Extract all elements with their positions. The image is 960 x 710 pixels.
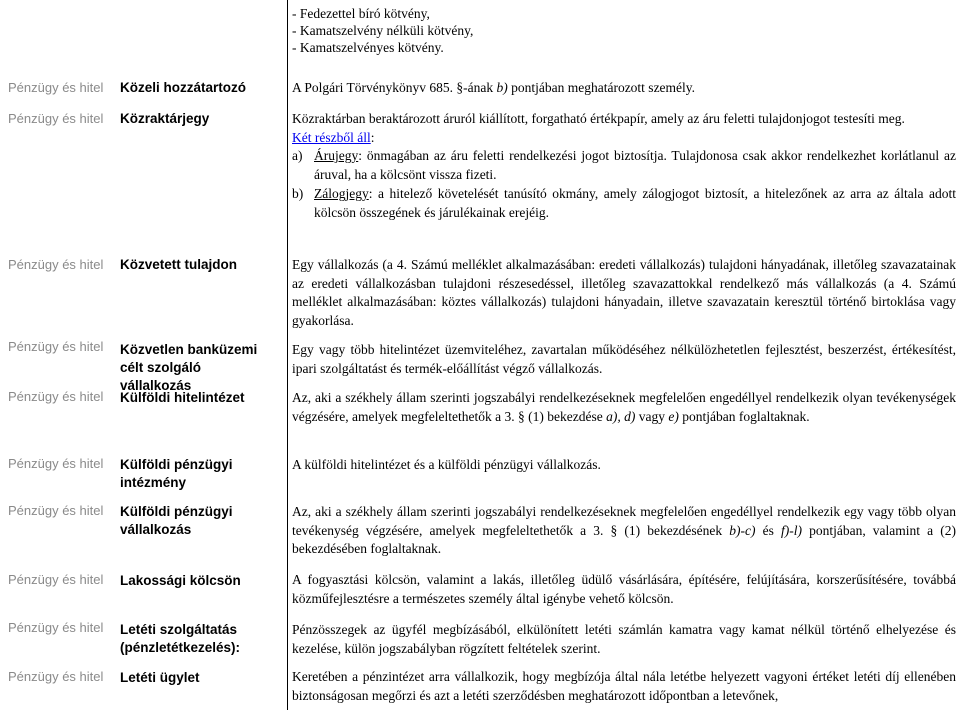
term-kozraktarjegy: Közraktárjegy (120, 111, 210, 126)
definition-leteti-ugylet: Keretében a pénzintézet arra vállalkozik, hogy megbízója által nála letétbe helyezett vagyoni értéket letéti díj ellenében biztonságosan megőrzi és azt a letéti szerződésben meghatározott időpontban a letevőnek, (292, 669, 956, 703)
definition-kulfoldi-hitelintezet: Az, aki a székhely állam szerinti jogszabályi rendelkezéseknek megfelelően engedéllyel rendelkezik olyan tevékenységek végzésére, amelyek megfeleltethetők a 3. § (1) bekezdése a), d) vagy e) pontjában foglaltaknak. (292, 390, 956, 424)
category-label: Pénzügy és hitel (8, 503, 104, 518)
term-kozvetett-tulajdon: Közvetett tulajdon (120, 257, 237, 272)
definition-kozvetett-tulajdon: Egy vállalkozás (a 4. Számú melléklet alkalmazásában: eredeti vállalkozás) tulajdoni hányadának, illetőleg szavazatainak az eredeti vállalkozásban tulajdoni részesedéssel, illetőleg szavazattokkal rendelkező más vállalkozás (a 4. Számú melléklet alkalmazásában: köztes vállalkozás) tulajdoni hányadain, illetve szavazatain keresztül történő birtoklása vagy gyakorlása. (292, 257, 956, 329)
list-item: - Kamatszelvényes kötvény. (292, 40, 444, 55)
term-leteti-ugylet: Letéti ügylet (120, 670, 200, 685)
term-kozvetlen-bankuzemi: Közvetlen banküzemi célt szolgáló vállalkozás (120, 342, 258, 393)
definition-leteti-szolgaltatas: Pénzösszegek az ügyfél megbízásából, elkülönített letéti számlán kamatra vagy kamat nélkül történő elhelyezése és kezelése, külön jogszabályban rögzített feltételek szerint. (292, 622, 956, 656)
bond-type-list (292, 5, 956, 56)
list-item: - Kamatszelvény nélküli kötvény, (292, 23, 474, 38)
column-divider (287, 0, 288, 710)
category-label: Pénzügy és hitel (8, 257, 104, 272)
definition-kozvetlen-bankuzemi: Egy vagy több hitelintézet üzemviteléhez, zavartalan működéséhez nélkülözhetetlen fejlesztést, beszerzést, értékesítést, ipari szolgáltatást és termék-előállítást végző vállalkozás. (292, 342, 956, 376)
category-label: Pénzügy és hitel (8, 620, 104, 635)
category-label: Pénzügy és hitel (8, 456, 104, 471)
term-kozeli-hozzatartozo: Közeli hozzátartozó (120, 80, 247, 95)
term-kulfoldi-hitelintezet: Külföldi hitelintézet (120, 390, 245, 405)
term-lakossagi-kolcson: Lakossági kölcsön (120, 573, 241, 588)
category-label: Pénzügy és hitel (8, 339, 104, 354)
category-label: Pénzügy és hitel (8, 572, 104, 587)
ket-reszbol-all-link[interactable]: Két részből áll (292, 129, 371, 145)
list-item: b) Zálogjegy: a hitelező követelését tanúsító okmány, amely zálogjogot biztosít, a hitelezőnek az arra az általa adott kölcsön összegének és járulékainak erejéig. (292, 185, 956, 220)
category-label: Pénzügy és hitel (8, 389, 104, 404)
list-item: - Fedezettel bíró kötvény, (292, 6, 430, 21)
definition-kulfoldi-penzugyi-intezmeny: A külföldi hitelintézet és a külföldi pénzügyi vállalkozás. (292, 457, 601, 472)
category-label: Pénzügy és hitel (8, 111, 104, 126)
definition-kozeli-hozzatartozo: A Polgári Törvénykönyv 685. §-ának b) pontjában meghatározott személy. (292, 80, 696, 95)
definition-kulfoldi-penzugyi-vallalkozas: Az, aki a székhely állam szerinti jogszabályi rendelkezéseknek megfelelően engedéllyel rendelkezik egy vagy több olyan tevékenység végzésére, amelyek megfeleltethetők a 3. § (1) bekezdésének b)-c) és f)-l) pontjában, valamint a (2) bekezdésében foglaltaknak. (292, 504, 956, 557)
term-leteti-szolgaltatas: Letéti szolgáltatás (pénzletétkezelés): (120, 622, 241, 655)
term-kulfoldi-penzugyi-vallalkozas: Külföldi pénzügyi vállalkozás (120, 504, 233, 537)
definition-kozraktarjegy: Közraktárban beraktározott áruról kiállított, forgatható értékpapír, amely az áru feletti tulajdonjogot testesíti meg. Két részből áll: a) Árujegy: önmagában az áru feletti rendelkezési jogot biztosítja. Tulajdonosa csak akkor rendelkezhet korlátlanul az áruval, ha a kölcsönt vissza fizeti. b) Zálogjegy: a hitelező követelését tanúsító okmány, amely zálogjogot biztosít, a hitelezőnek az arra az általa adott kölcsön összegének és járulékainak erejéig. (292, 110, 956, 222)
list-item: a) Árujegy: önmagában az áru feletti rendelkezési jogot biztosítja. Tulajdonosa csak akkor rendelkezhet korlátlanul az áruval, ha a kölcsönt vissza fizeti. (292, 148, 956, 183)
term-kulfoldi-penzugyi-intezmeny: Külföldi pénzügyi intézmény (120, 457, 233, 490)
definition-lakossagi-kolcson: A fogyasztási kölcsön, valamint a lakás, illetőleg üdülő vásárlására, építésére, felújítására, korszerűsítésére, továbbá közműfejlesztésre a természetes személy által igénybe vehető kölcsön. (292, 572, 956, 606)
category-label: Pénzügy és hitel (8, 80, 104, 95)
category-label: Pénzügy és hitel (8, 669, 104, 684)
